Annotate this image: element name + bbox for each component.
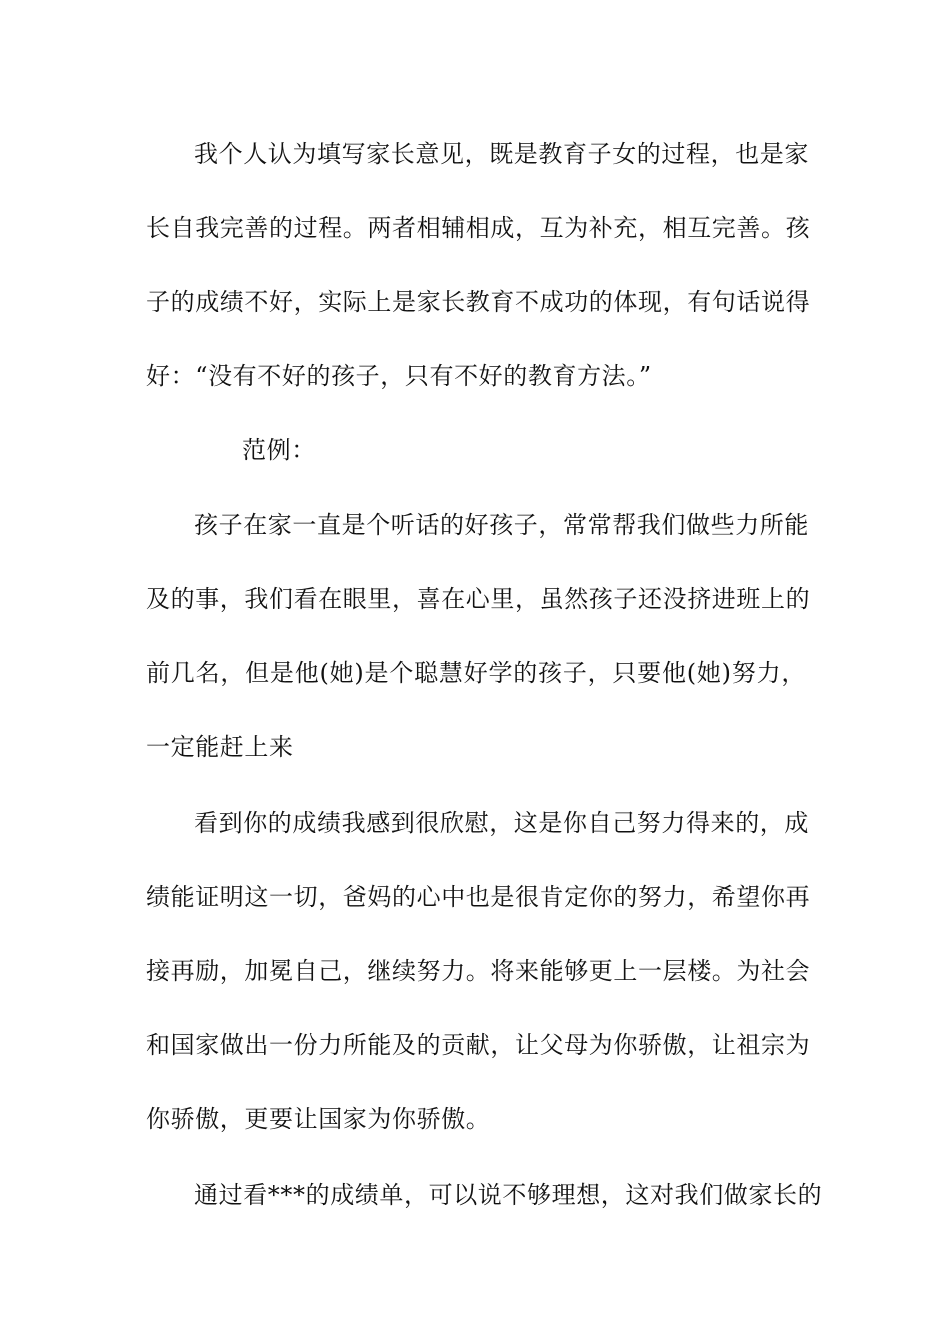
paragraph-3-line-4: 和国家做出一份力所能及的贡献，让父母为你骄傲，让祖宗为: [146, 1031, 811, 1059]
paragraph-4-line-1: 通过看***的成绩单，可以说不够理想，这对我们做家长的: [194, 1181, 823, 1209]
paragraph-1-line-3: 子的成绩不好，实际上是家长教育不成功的体现，有句话说得: [146, 288, 811, 316]
paragraph-2-line-3: 前几名，但是他(她)是个聪慧好学的孩子，只要他(她)努力，: [146, 659, 806, 687]
paragraph-3-line-5: 你骄傲，更要让国家为你骄傲。: [146, 1105, 491, 1133]
paragraph-3-line-3: 接再励，加冕自己，继续努力。将来能够更上一层楼。为社会: [146, 957, 811, 985]
paragraph-2-line-4: 一定能赶上来: [146, 733, 294, 761]
paragraph-2-line-2: 及的事，我们看在眼里，喜在心里，虽然孩子还没挤进班上的: [146, 585, 811, 613]
paragraph-3-line-1: 看到你的成绩我感到很欣慰，这是你自己努力得来的，成: [194, 809, 809, 837]
example-heading: 范例：: [242, 436, 316, 464]
paragraph-1-line-4: 好：“没有不好的孩子，只有不好的教育方法。”: [146, 362, 652, 390]
paragraph-3-line-2: 绩能证明这一切，爸妈的心中也是很肯定你的努力，希望你再: [146, 883, 811, 911]
paragraph-1-line-2: 长自我完善的过程。两者相辅相成，互为补充，相互完善。孩: [146, 214, 811, 242]
paragraph-1-line-1: 我个人认为填写家长意见，既是教育子女的过程，也是家: [194, 140, 809, 168]
paragraph-2-line-1: 孩子在家一直是个听话的好孩子，常常帮我们做些力所能: [194, 511, 809, 539]
